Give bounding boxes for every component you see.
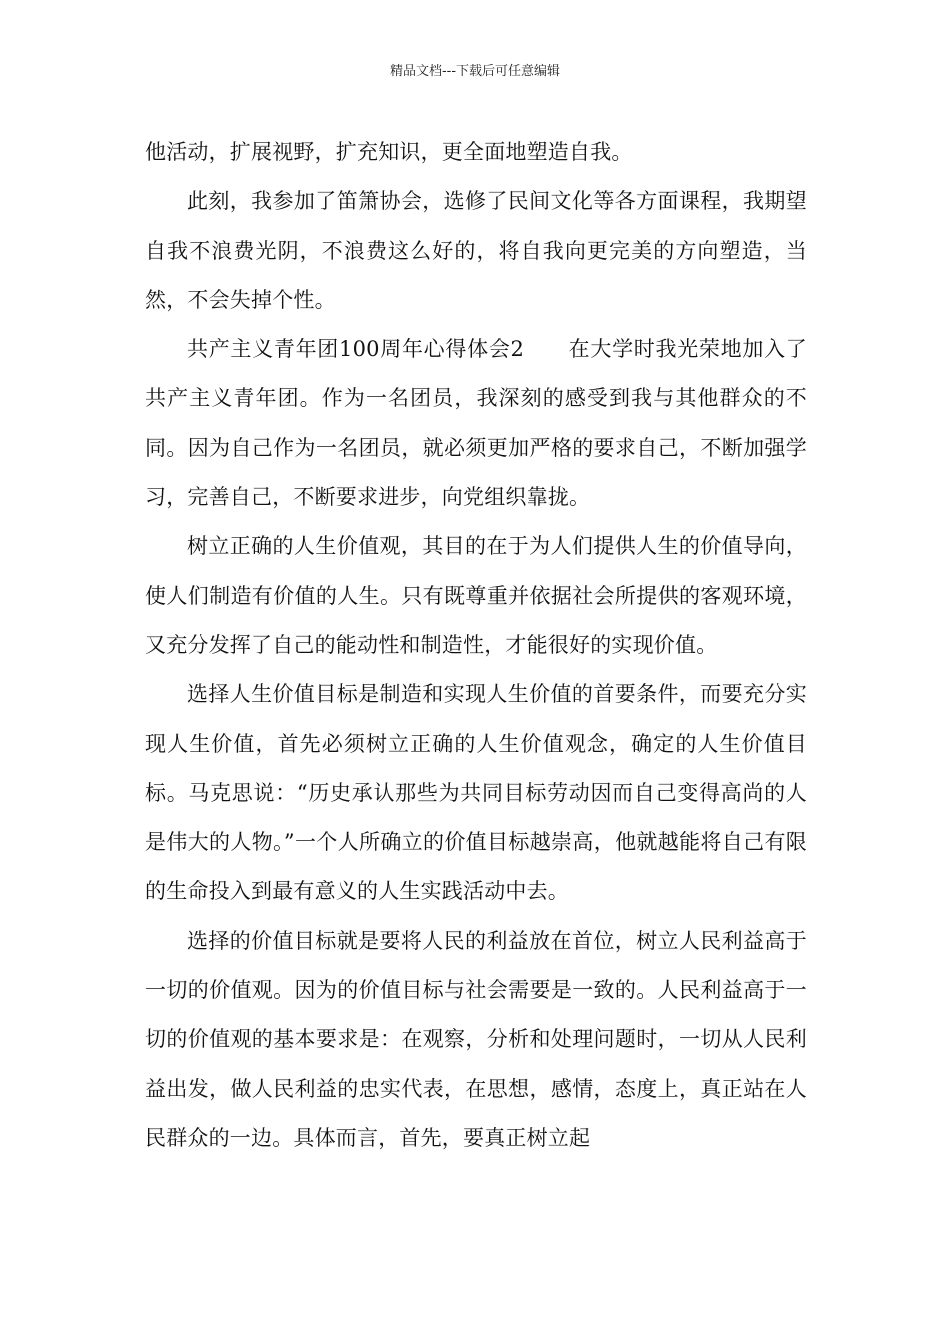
paragraph-3-text: 在大学时我光荣地加入了共产主义青年团。作为一名团员，我深刻的感受到我与其他群众的不同。因为自己作为一名团员，就必须更加严格的要求自己，不断加强学习，完善自己，不断要求进步，向党组织靠拢。: [145, 337, 808, 510]
paragraph-6: 选择的价值目标就是要将人民的利益放在首位，树立人民利益高于一切的价值观。因为的价值目标与社会需要是一致的。人民利益高于一切的价值观的基本要求是：在观察，分析和处理问题时，一切从人民利益出发，做人民利益的忠实代表，在思想，感情，态度上，真正站在人民群众的一边。具体而言，首先，要真正树立起: [145, 928, 807, 1150]
paragraph-3: [145, 325, 807, 522]
paragraph-4: 树立正确的人生价值观，其目的在于为人们提供人生的价值导向，使人们制造有价值的人生。只有既尊重并依据社会所提供的客观环境，又充分发挥了自己的能动性和制造性，才能很好的实现价值。: [145, 534, 807, 657]
document-body: [145, 128, 807, 1163]
paragraph-2: 此刻，我参加了笛箫协会，选修了民间文化等各方面课程，我期望自我不浪费光阴，不浪费这么好的，将自我向更完美的方向塑造，当然，不会失掉个性。: [145, 189, 807, 312]
paragraph-5: 选择人生价值目标是制造和实现人生价值的首要条件，而要充分实现人生价值，首先必须树立正确的人生价值观念，确定的人生价值目标。马克思说：“历史承认那些为共同目标劳动因而自己变得高尚的人是伟大的人物。”一个人所确立的价值目标越崇高，他就越能将自己有限的生命投入到最有意义的人生实践活动中去。: [145, 682, 807, 904]
paragraph-1: 他活动，扩展视野，扩充知识，更全面地塑造自我。: [145, 140, 633, 164]
section-title: 共产主义青年团100周年心得体会2: [187, 337, 525, 362]
page-header: 精品文档---下载后可任意编辑: [389, 64, 561, 79]
